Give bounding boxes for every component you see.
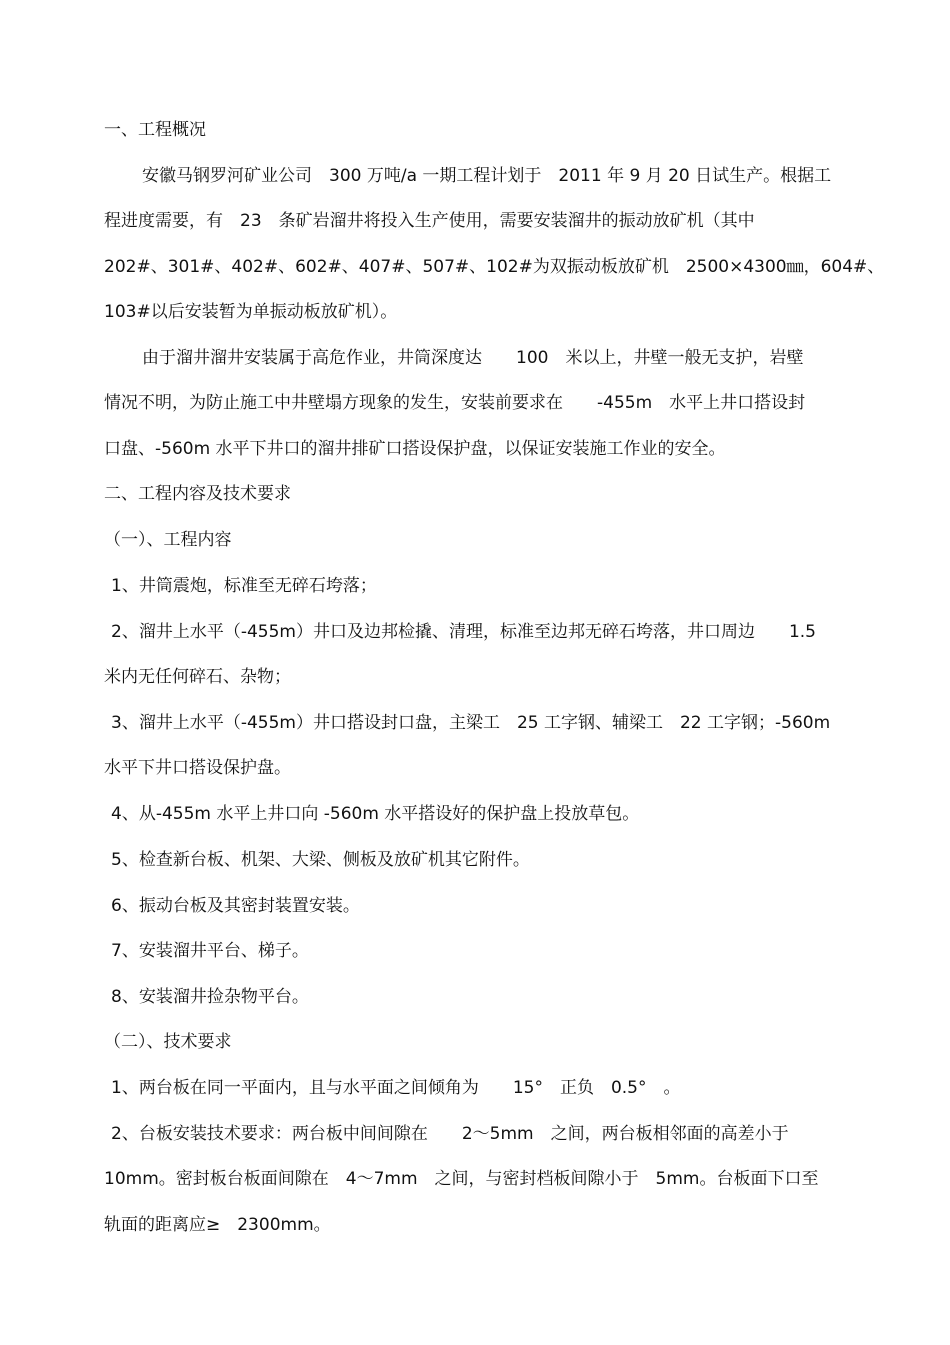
list-item-continuation: 轨面的距离应≥ 2300mm。 (104, 1215, 331, 1235)
list-item: 2、台板安装技术要求：两台板中间间隙在 2～5mm 之间，两台板相邻面的高差小于 (111, 1124, 789, 1144)
paragraph-line: 103#以后安装暂为单振动板放矿机）。 (104, 302, 398, 322)
subsection-heading-content: （一）、工程内容 (104, 530, 232, 550)
paragraph-line: 202#、301#、402#、602#、407#、507#、102#为双振动板放矿机 2500×4300㎜，604#、 (104, 257, 885, 277)
list-item: 4、从-455m 水平上井口向 -560m 水平搭设好的保护盘上投放草包。 (111, 804, 640, 824)
section-heading-content: 二、工程内容及技术要求 (104, 484, 291, 504)
list-item: 3、溜井上水平（-455m）井口搭设封口盘，主梁工 25 工字钢、辅梁工 22 工字钢；-560m (111, 713, 831, 733)
list-item: 1、井筒震炮，标准至无碎石垮落； (111, 576, 377, 596)
list-item-continuation: 10mm。密封板台板面间隙在 4～7mm 之间，与密封档板间隙小于 5mm。台板面下口至 (104, 1169, 819, 1189)
paragraph-line: 由于溜井溜井安装属于高危作业，井筒深度达 100 米以上，井壁一般无支护，岩壁 (142, 348, 804, 368)
section-heading-overview: 一、工程概况 (104, 120, 206, 140)
paragraph-line: 口盘、-560m 水平下井口的溜井排矿口搭设保护盘，以保证安装施工作业的安全。 (104, 439, 726, 459)
list-item: 1、两台板在同一平面内，且与水平面之间倾角为 15° 正负 0.5° 。 (111, 1078, 681, 1098)
list-item-continuation: 米内无任何碎石、杂物； (104, 667, 291, 687)
list-item-continuation: 水平下井口搭设保护盘。 (104, 758, 291, 778)
list-item: 8、安装溜井捡杂物平台。 (111, 987, 309, 1007)
list-item: 7、安装溜井平台、梯子。 (111, 941, 309, 961)
list-item: 6、振动台板及其密封装置安装。 (111, 896, 360, 916)
subsection-heading-requirements: （二）、技术要求 (104, 1032, 232, 1052)
paragraph-line: 程进度需要，有 23 条矿岩溜井将投入生产使用，需要安装溜井的振动放矿机（其中 (104, 211, 755, 231)
paragraph-line: 安徽马钢罗河矿业公司 300 万吨/a 一期工程计划于 2011 年 9 月 20 日试生产。根据工 (142, 166, 832, 186)
list-item: 2、溜井上水平（-455m）井口及边邦检撬、清理，标准至边邦无碎石垮落，井口周边 1.5 (111, 622, 816, 642)
list-item: 5、检查新台板、机架、大梁、侧板及放矿机其它附件。 (111, 850, 530, 870)
paragraph-line: 情况不明，为防止施工中井壁塌方现象的发生，安装前要求在 -455m 水平上井口搭设封 (104, 393, 806, 413)
